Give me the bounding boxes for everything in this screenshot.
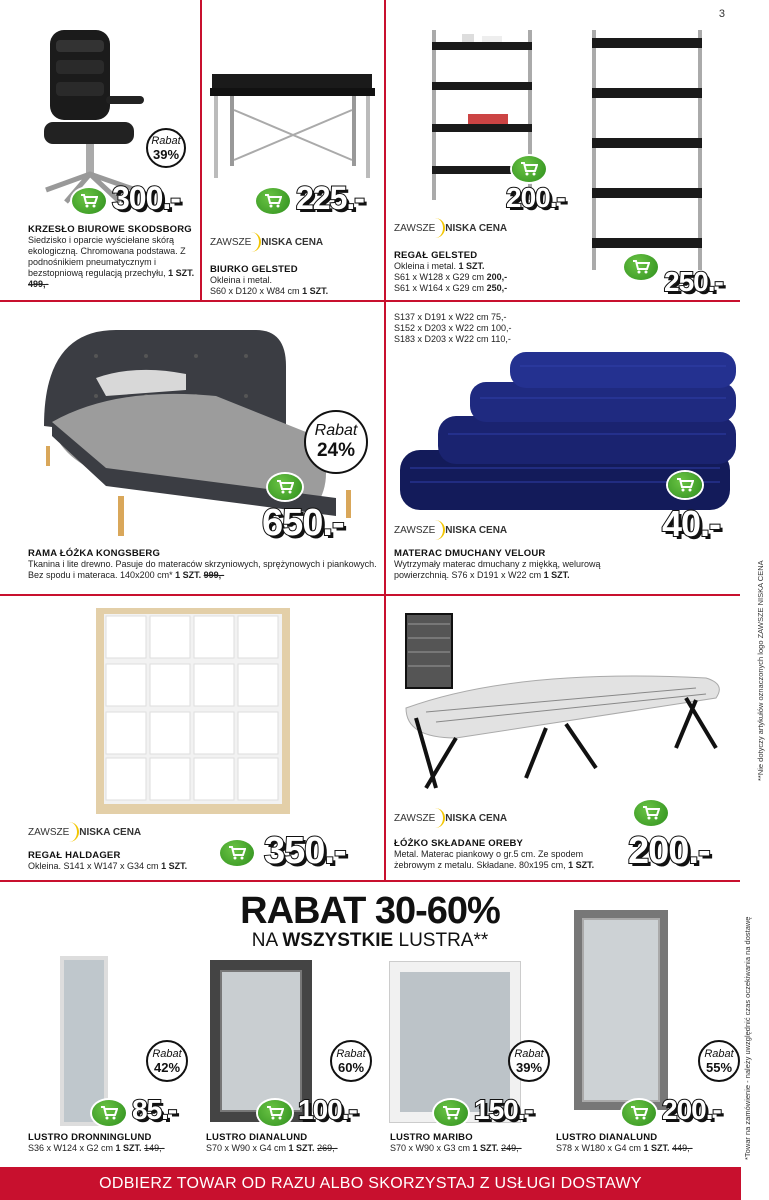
price: 200.- <box>506 182 565 213</box>
folding-bed-image <box>396 608 726 808</box>
cart-icon[interactable] <box>92 1100 126 1126</box>
side-note: **Nie dotyczy artykułów oznaczonych logo ZAWSZE NISKA CENA <box>756 560 765 781</box>
quantity: 1 SZT. <box>458 261 485 271</box>
promo-text-bold: WSZYSTKIE <box>282 930 394 951</box>
quantity: 1 SZT. <box>643 1143 670 1153</box>
quantity: 1 SZT. <box>175 570 202 580</box>
cart-icon[interactable] <box>434 1100 468 1126</box>
old-price: 449,- <box>672 1143 693 1153</box>
rabat-badge <box>146 1040 188 1082</box>
product-name: LUSTRO MARIBO <box>390 1132 473 1143</box>
cart-icon[interactable] <box>256 188 290 214</box>
product-description: Okleina. S141 x W147 x G34 cm <box>28 861 159 871</box>
price: 150.- <box>474 1094 533 1125</box>
product-info <box>556 1132 736 1154</box>
product-info <box>394 548 654 581</box>
logo-text-left: ZAWSZE <box>394 524 436 536</box>
cart-icon[interactable] <box>512 156 546 182</box>
product-name: REGAŁ GELSTED <box>394 250 478 261</box>
divider <box>0 880 740 882</box>
price: 650.- <box>262 502 344 544</box>
product-description: Okleina i metal. <box>394 261 457 271</box>
cart-icon[interactable] <box>668 472 702 498</box>
rabat-percent: 42% <box>153 1059 181 1075</box>
divider <box>200 0 202 300</box>
desk-image <box>210 70 375 180</box>
divider <box>0 594 740 596</box>
product-description: Metal. Materac piankowy o gr.5 cm. Ze spodem żebrowym z metalu. Składane. 80x195 cm, <box>394 849 584 870</box>
side-notes <box>737 560 767 1160</box>
product-name: BIURKO GELSTED <box>210 264 298 275</box>
rabat-percent: 39% <box>152 146 180 162</box>
rabat-label: Rabat <box>336 1047 366 1060</box>
rabat-badge <box>330 1040 372 1082</box>
product-info <box>28 224 196 290</box>
mirror-image <box>210 960 312 1122</box>
logo-text-left: ZAWSZE <box>394 222 436 234</box>
old-price: 249,- <box>501 1143 522 1153</box>
product-name: LUSTRO DIANALUND <box>556 1132 658 1143</box>
footer-text: ODBIERZ TOWAR OD RAZU ALBO SKORZYSTAJ Z USŁUGI DOSTAWY <box>99 1174 642 1192</box>
logo-text-right: NISKA CENA <box>445 812 508 824</box>
product-info <box>206 1132 386 1154</box>
product-name: LUSTRO DIANALUND <box>206 1132 308 1143</box>
product-description: Okleina i metal. <box>210 275 273 285</box>
product-info <box>28 1132 198 1154</box>
product-description: Tkanina i lite drewno. Pasuje do materaców skrzyniowych, sprężynowych i piankowych. Bez spodu i materaca. 140x200 cm* <box>28 559 377 580</box>
page-number: 3 <box>718 8 725 20</box>
rabat-percent: 55% <box>705 1059 733 1075</box>
cart-icon[interactable] <box>268 474 302 500</box>
product-info <box>210 264 380 297</box>
rabat-label: Rabat <box>314 422 358 439</box>
mirror-image <box>574 910 668 1110</box>
old-price: 269,- <box>317 1143 338 1153</box>
size-option: S152 x D203 x W22 cm 100,- <box>394 323 512 333</box>
product-size: S70 x W90 x G4 cm <box>206 1143 287 1153</box>
rabat-label: Rabat <box>704 1047 734 1060</box>
logo-text-right: NISKA CENA <box>79 826 142 838</box>
product-size: S60 x D120 x W84 cm <box>210 286 300 296</box>
product-description: Wytrzymały materac dmuchany z miękką, welurową powierzchnią. S76 x D191 x W22 cm <box>394 559 601 580</box>
divider <box>0 300 740 302</box>
price: 40.- <box>662 503 721 544</box>
divider <box>384 0 386 880</box>
size-option: S183 x D203 x W22 cm 110,- <box>394 334 511 344</box>
old-price: 499,- <box>28 279 49 289</box>
zawsze-niska-cena-logo <box>394 218 507 238</box>
price: 250.- <box>664 266 723 297</box>
rabat-percent: 39% <box>515 1059 543 1075</box>
product-name: MATERAC DMUCHANY VELOUR <box>394 548 546 559</box>
product-description: Siedzisko i oparcie wyściełane skórą ekologiczną. Chromowana podstawa. Z podnośnikiem pneumatycznym i bezstopniową regulacją przechyłu, <box>28 235 186 278</box>
logo-text-right: NISKA CENA <box>445 524 508 536</box>
old-price: 149,- <box>144 1143 165 1153</box>
cart-icon[interactable] <box>622 1100 656 1126</box>
promo-text: NA <box>251 930 278 951</box>
cart-icon[interactable] <box>624 254 658 280</box>
price: 300.- <box>112 180 180 216</box>
price: 225.- <box>296 180 364 216</box>
shelf-tall-image <box>592 30 702 270</box>
logo-text-left: ZAWSZE <box>28 826 70 838</box>
product-info <box>394 838 624 871</box>
footer-banner <box>0 1167 741 1200</box>
product-name: REGAŁ HALDAGER <box>28 850 121 861</box>
rabat-badge <box>508 1040 550 1082</box>
price: 200.- <box>662 1094 721 1125</box>
logo-text-right: NISKA CENA <box>261 236 324 248</box>
zawsze-niska-cena-logo <box>210 232 323 252</box>
product-name: RAMA ŁÓŻKA KONGSBERG <box>28 548 161 559</box>
quantity: 1 SZT. <box>115 1143 142 1153</box>
cart-icon[interactable] <box>634 800 668 826</box>
price: 100.- <box>298 1094 357 1125</box>
quantity: 1 SZT. <box>472 1143 499 1153</box>
price: 200.- <box>628 830 710 872</box>
side-note: *Towar na zamówienie - należy uwzględnić czas oczekiwania na dostawę <box>743 916 752 1160</box>
rabat-label: Rabat <box>514 1047 544 1060</box>
price: 350.- <box>264 830 346 872</box>
logo-text-left: ZAWSZE <box>394 812 436 824</box>
product-name: KRZESŁO BIUROWE SKODSBORG <box>28 224 192 235</box>
logo-text-left: ZAWSZE <box>210 236 252 248</box>
product-size: S78 x W180 x G4 cm <box>556 1143 642 1153</box>
size-price: 250,- <box>486 283 508 293</box>
cart-icon[interactable] <box>72 188 106 214</box>
price: 85.- <box>132 1094 177 1125</box>
rabat-label: Rabat <box>151 134 181 147</box>
cart-icon[interactable] <box>258 1100 292 1126</box>
logo-text-right: NISKA CENA <box>445 222 508 234</box>
size-price: 200,- <box>486 272 508 282</box>
product-size: S36 x W124 x G2 cm <box>28 1143 114 1153</box>
quantity: 1 SZT. <box>161 861 188 871</box>
product-info <box>28 850 228 872</box>
quantity: 1 SZT. <box>302 286 329 296</box>
old-price: 999,- <box>203 570 225 580</box>
quantity: 1 SZT. <box>543 570 570 580</box>
rabat-badge <box>304 410 368 474</box>
product-size: S70 x W90 x G3 cm <box>390 1143 471 1153</box>
product-info <box>394 250 574 294</box>
quantity: 1 SZT. <box>168 268 195 278</box>
product-size: S61 x W164 x G29 cm <box>394 283 485 293</box>
rabat-badge <box>146 128 186 168</box>
product-size: S61 x W128 x G29 cm <box>394 272 485 282</box>
rabat-badge <box>698 1040 740 1082</box>
rabat-percent: 60% <box>337 1059 365 1075</box>
zawsze-niska-cena-logo <box>394 520 507 540</box>
promo-title: RABAT 30-60% <box>240 890 500 932</box>
rabat-percent: 24% <box>316 440 356 461</box>
product-info <box>28 548 378 581</box>
product-info <box>390 1132 560 1154</box>
quantity: 1 SZT. <box>288 1143 315 1153</box>
rabat-label: Rabat <box>152 1047 182 1060</box>
zawsze-niska-cena-logo <box>394 808 507 828</box>
cube-shelf-image <box>96 608 290 814</box>
quantity: 1 SZT. <box>568 860 595 870</box>
product-name: LUSTRO DRONNINGLUND <box>28 1132 152 1143</box>
product-name: ŁÓŻKO SKŁADANE OREBY <box>394 838 524 849</box>
size-option: S137 x D191 x W22 cm 75,- <box>394 312 507 322</box>
size-list <box>394 312 594 345</box>
zawsze-niska-cena-logo <box>28 822 141 842</box>
promo-text: LUSTRA** <box>398 930 489 951</box>
